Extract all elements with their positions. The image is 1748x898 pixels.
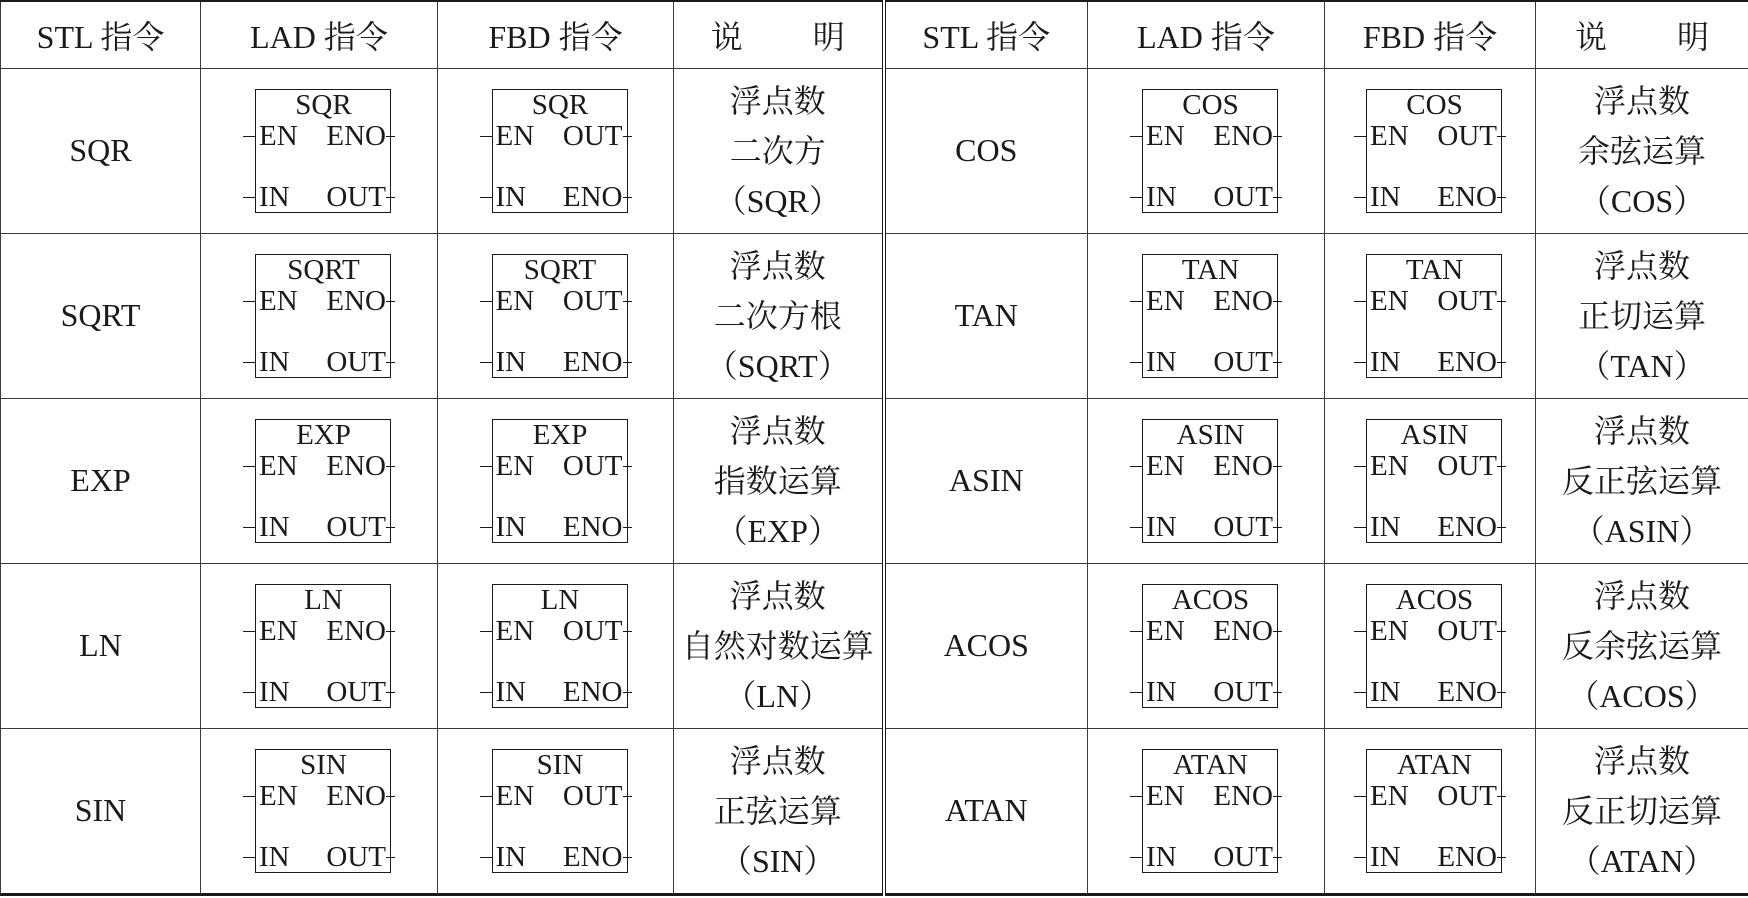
pin-line: [1273, 796, 1282, 797]
fbd-function-block: [1354, 419, 1506, 543]
pin-line: [243, 857, 255, 858]
pin-line: [386, 466, 395, 467]
pin-line: [623, 631, 632, 632]
block-name: SQRT: [287, 253, 360, 286]
block-name: ATAN: [1396, 748, 1472, 781]
description-line: 浮点数: [1593, 247, 1690, 284]
description-cell: [1536, 563, 1748, 728]
pin-line: [1130, 362, 1142, 363]
fbd-function-block: [1354, 254, 1506, 378]
pin-line: [480, 362, 492, 363]
description-line: 正切运算: [1577, 297, 1706, 334]
lad-function-block: [243, 749, 395, 873]
lad-function-block: [243, 584, 395, 708]
pin-in-label: IN: [495, 180, 527, 213]
header-lad-left: LAD 指令: [201, 1, 438, 69]
pin-in-label: IN: [259, 840, 290, 873]
pin-line: [1354, 362, 1366, 363]
pin-en-label: EN: [259, 284, 298, 317]
block-name: ASIN: [1400, 418, 1469, 451]
block-name: ACOS: [1395, 583, 1474, 616]
pin-line: [1130, 631, 1142, 632]
pin-line: [1130, 692, 1142, 693]
pin-line: [243, 301, 255, 302]
pin-line: [480, 796, 492, 797]
pin-out-label: OUT: [1213, 180, 1273, 213]
pin-line: [623, 527, 632, 528]
stl-instruction-cell: SIN: [1, 728, 201, 894]
pin-eno-label: ENO: [326, 614, 386, 647]
stl-instruction-cell: SQRT: [1, 233, 201, 398]
fbd-function-block: [480, 419, 632, 543]
pin-line: [1497, 197, 1506, 198]
block-name: COS: [1182, 88, 1239, 121]
description-cell: [674, 563, 884, 728]
pin-eno-label: ENO: [326, 119, 386, 152]
pin-out-label: OUT: [1437, 284, 1497, 317]
description-line: 二次方根: [713, 297, 842, 334]
description-line: 反正切运算: [1561, 792, 1722, 829]
block-name: ACOS: [1171, 583, 1250, 616]
pin-out-label: OUT: [1437, 449, 1497, 482]
pin-in-label: IN: [1370, 840, 1401, 873]
instruction-rows: [1, 69, 1748, 895]
description-line: 浮点数: [1593, 412, 1690, 449]
pin-en-label: EN: [1370, 614, 1409, 647]
pin-line: [243, 197, 255, 198]
pin-line: [1130, 197, 1142, 198]
pin-line: [1130, 796, 1142, 797]
pin-in-label: IN: [1370, 180, 1401, 213]
pin-eno-label: ENO: [562, 840, 623, 873]
pin-line: [623, 466, 632, 467]
pin-eno-label: ENO: [562, 510, 623, 543]
block-name: SIN: [536, 748, 584, 781]
pin-eno-label: ENO: [562, 675, 623, 708]
pin-line: [1354, 136, 1366, 137]
description-line: （EXP）: [715, 512, 840, 549]
pin-line: [243, 362, 255, 363]
pin-eno-label: ENO: [326, 284, 386, 317]
pin-line: [1354, 692, 1366, 693]
description-line: 反正弦运算: [1561, 462, 1722, 499]
pin-eno-label: ENO: [1437, 180, 1497, 213]
header-fbd-right: FBD 指令: [1325, 1, 1536, 69]
pin-eno-label: ENO: [1213, 614, 1273, 647]
pin-in-label: IN: [1146, 180, 1177, 213]
pin-line: [1497, 136, 1506, 137]
pin-eno-label: ENO: [1437, 840, 1497, 873]
pin-line: [243, 136, 255, 137]
pin-line: [1273, 197, 1282, 198]
pin-en-label: EN: [1146, 614, 1185, 647]
stl-instruction-cell: SQR: [1, 69, 201, 234]
pin-line: [1354, 796, 1366, 797]
pin-in-label: IN: [259, 180, 290, 213]
lad-instruction-cell: [1088, 398, 1325, 563]
description-line: （ATAN）: [1568, 842, 1716, 879]
lad-instruction-cell: [201, 398, 438, 563]
pin-line: [1497, 301, 1506, 302]
pin-line: [1273, 362, 1282, 363]
description-cell: [1536, 233, 1748, 398]
pin-en-label: EN: [495, 119, 535, 152]
lad-function-block: [1130, 749, 1282, 873]
lad-function-block: [1130, 89, 1282, 213]
pin-line: [1497, 631, 1506, 632]
description-cell: [674, 69, 884, 234]
pin-en-label: EN: [259, 449, 298, 482]
fbd-function-block: [480, 89, 632, 213]
pin-in-label: IN: [1146, 840, 1177, 873]
pin-line: [1273, 692, 1282, 693]
pin-in-label: IN: [1146, 675, 1177, 708]
instruction-row: [1, 563, 1748, 728]
block-name: SIN: [300, 748, 347, 781]
pin-line: [386, 857, 395, 858]
pin-en-label: EN: [1146, 779, 1185, 812]
pin-line: [480, 136, 492, 137]
pin-line: [480, 631, 492, 632]
pin-out-label: OUT: [1213, 675, 1273, 708]
pin-line: [623, 796, 632, 797]
description-line: （LN）: [724, 677, 832, 714]
lad-instruction-cell: [1088, 728, 1325, 894]
pin-out-label: OUT: [562, 614, 623, 647]
lad-instruction-cell: [201, 563, 438, 728]
description-line: （ACOS）: [1567, 677, 1717, 714]
block-name: SQR: [295, 88, 352, 121]
description-cell: [1536, 69, 1748, 234]
pin-in-label: IN: [1370, 345, 1401, 378]
pin-line: [480, 527, 492, 528]
pin-line: [386, 362, 395, 363]
pin-in-label: IN: [259, 510, 290, 543]
pin-eno-label: ENO: [1437, 345, 1497, 378]
stl-instruction-cell: ASIN: [884, 398, 1088, 563]
description-line: （ASIN）: [1572, 512, 1712, 549]
pin-line: [386, 796, 395, 797]
pin-en-label: EN: [259, 119, 298, 152]
pin-en-label: EN: [259, 614, 298, 647]
pin-eno-label: ENO: [1213, 449, 1273, 482]
pin-in-label: IN: [259, 345, 290, 378]
instruction-row: [1, 69, 1748, 234]
header-desc-left: [674, 1, 884, 69]
pin-line: [623, 136, 632, 137]
fbd-instruction-cell: [1325, 728, 1536, 894]
block-name: ATAN: [1172, 748, 1248, 781]
fbd-instruction-cell: [1325, 233, 1536, 398]
fbd-function-block: [1354, 749, 1506, 873]
header-lad-right: LAD 指令: [1088, 1, 1325, 69]
pin-line: [1354, 466, 1366, 467]
pin-line: [243, 466, 255, 467]
pin-en-label: EN: [495, 449, 535, 482]
pin-in-label: IN: [495, 510, 527, 543]
pin-line: [1273, 301, 1282, 302]
pin-line: [1130, 527, 1142, 528]
description-line: 浮点数: [729, 412, 826, 449]
description-line: （SQRT）: [705, 347, 850, 384]
description-line: 自然对数运算: [681, 627, 874, 664]
description-line: 浮点数: [729, 577, 826, 614]
lad-instruction-cell: [1088, 233, 1325, 398]
description-line: 指数运算: [713, 462, 842, 499]
description-line: 余弦运算: [1577, 132, 1706, 169]
description-line: 正弦运算: [713, 792, 842, 829]
pin-in-label: IN: [1146, 345, 1177, 378]
pin-line: [1130, 301, 1142, 302]
pin-eno-label: ENO: [562, 345, 623, 378]
header-desc-char-1: 说: [710, 19, 743, 55]
pin-line: [243, 631, 255, 632]
pin-line: [1497, 796, 1506, 797]
pin-out-label: OUT: [1213, 345, 1273, 378]
pin-eno-label: ENO: [562, 180, 623, 213]
pin-out-label: OUT: [326, 180, 386, 213]
description-line: 二次方: [729, 132, 826, 169]
pin-line: [1497, 362, 1506, 363]
pin-line: [1354, 631, 1366, 632]
fbd-instruction-cell: [438, 563, 674, 728]
fbd-instruction-cell: [438, 233, 674, 398]
pin-in-label: IN: [495, 675, 527, 708]
pin-line: [1497, 527, 1506, 528]
block-name: EXP: [296, 418, 351, 451]
pin-in-label: IN: [495, 345, 527, 378]
pin-en-label: EN: [1370, 119, 1409, 152]
pin-en-label: EN: [1370, 284, 1409, 317]
pin-in-label: IN: [1370, 510, 1401, 543]
lad-instruction-cell: [1088, 69, 1325, 234]
lad-function-block: [243, 89, 395, 213]
description-line: 反余弦运算: [1561, 627, 1722, 664]
description-line: （SQR）: [714, 182, 841, 219]
instruction-row: [1, 398, 1748, 563]
pin-line: [480, 466, 492, 467]
pin-line: [1354, 857, 1366, 858]
block-name: TAN: [1405, 253, 1464, 286]
lad-instruction-cell: [201, 69, 438, 234]
pin-eno-label: ENO: [1213, 119, 1273, 152]
fbd-function-block: [480, 749, 632, 873]
block-name: COS: [1406, 88, 1463, 121]
header-stl-right: STL 指令: [884, 1, 1088, 69]
pin-in-label: IN: [1146, 510, 1177, 543]
pin-line: [386, 692, 395, 693]
pin-line: [1354, 301, 1366, 302]
pin-line: [1273, 136, 1282, 137]
pin-line: [623, 362, 632, 363]
pin-en-label: EN: [259, 779, 298, 812]
pin-line: [1130, 857, 1142, 858]
lad-instruction-cell: [201, 728, 438, 894]
description-line: （COS）: [1578, 182, 1706, 219]
pin-line: [1130, 466, 1142, 467]
description-line: 浮点数: [1593, 577, 1690, 614]
pin-en-label: EN: [495, 284, 535, 317]
pin-out-label: OUT: [326, 510, 386, 543]
stl-instruction-cell: ATAN: [884, 728, 1088, 894]
pin-line: [480, 857, 492, 858]
fbd-function-block: [1354, 584, 1506, 708]
pin-en-label: EN: [495, 779, 535, 812]
description-cell: [1536, 728, 1748, 894]
pin-line: [1497, 692, 1506, 693]
description-line: （TAN）: [1578, 347, 1706, 384]
pin-out-label: OUT: [326, 840, 386, 873]
fbd-instruction-cell: [1325, 398, 1536, 563]
description-line: （SIN）: [719, 842, 836, 879]
description-cell: [674, 233, 884, 398]
fbd-function-block: [1354, 89, 1506, 213]
pin-in-label: IN: [259, 675, 290, 708]
pin-out-label: OUT: [562, 284, 623, 317]
pin-line: [1273, 527, 1282, 528]
header-stl-left: STL 指令: [1, 1, 201, 69]
pin-line: [386, 136, 395, 137]
block-name: EXP: [532, 418, 588, 451]
pin-line: [1354, 197, 1366, 198]
pin-out-label: OUT: [326, 675, 386, 708]
stl-instruction-cell: ACOS: [884, 563, 1088, 728]
header-desc-char-2: 明: [1677, 19, 1710, 55]
pin-line: [243, 796, 255, 797]
block-name: ASIN: [1176, 418, 1245, 451]
stl-instruction-cell: EXP: [1, 398, 201, 563]
pin-out-label: OUT: [1437, 614, 1497, 647]
pin-en-label: EN: [1146, 284, 1185, 317]
pin-out-label: OUT: [326, 345, 386, 378]
header-desc-char-2: 明: [812, 19, 845, 55]
pin-in-label: IN: [495, 840, 527, 873]
lad-instruction-cell: [201, 233, 438, 398]
pin-out-label: OUT: [562, 449, 623, 482]
pin-line: [480, 197, 492, 198]
lad-function-block: [1130, 254, 1282, 378]
pin-in-label: IN: [1370, 675, 1401, 708]
pin-out-label: OUT: [1213, 840, 1273, 873]
fbd-instruction-cell: [1325, 563, 1536, 728]
pin-out-label: OUT: [1437, 119, 1497, 152]
header-desc-char-1: 说: [1574, 19, 1607, 55]
fbd-function-block: [480, 254, 632, 378]
instruction-row: [1, 728, 1748, 894]
description-cell: [1536, 398, 1748, 563]
pin-line: [386, 631, 395, 632]
pin-eno-label: ENO: [1213, 779, 1273, 812]
pin-line: [1497, 466, 1506, 467]
pin-line: [386, 301, 395, 302]
pin-line: [1497, 857, 1506, 858]
block-name: LN: [304, 583, 343, 616]
pin-eno-label: ENO: [1437, 510, 1497, 543]
pin-line: [243, 692, 255, 693]
lad-function-block: [1130, 419, 1282, 543]
pin-line: [1354, 527, 1366, 528]
pin-en-label: EN: [1370, 449, 1409, 482]
instruction-row: [1, 233, 1748, 398]
pin-en-label: EN: [495, 614, 535, 647]
pin-en-label: EN: [1370, 779, 1409, 812]
pin-line: [480, 692, 492, 693]
pin-line: [1273, 631, 1282, 632]
pin-out-label: OUT: [1213, 510, 1273, 543]
pin-eno-label: ENO: [326, 779, 386, 812]
lad-instruction-cell: [1088, 563, 1325, 728]
pin-line: [623, 301, 632, 302]
fbd-instruction-cell: [438, 69, 674, 234]
description-cell: [674, 398, 884, 563]
pin-line: [1273, 857, 1282, 858]
description-line: 浮点数: [1593, 742, 1690, 779]
pin-line: [386, 197, 395, 198]
pin-line: [386, 527, 395, 528]
stl-instruction-cell: COS: [884, 69, 1088, 234]
pin-eno-label: ENO: [1213, 284, 1273, 317]
block-name: LN: [540, 583, 580, 616]
lad-function-block: [243, 419, 395, 543]
pin-en-label: EN: [1146, 449, 1185, 482]
pin-line: [1273, 466, 1282, 467]
block-name: SQR: [531, 88, 589, 121]
pin-eno-label: ENO: [326, 449, 386, 482]
pin-line: [623, 857, 632, 858]
fbd-instruction-cell: [438, 728, 674, 894]
pin-line: [623, 692, 632, 693]
description-line: 浮点数: [729, 247, 826, 284]
fbd-instruction-cell: [438, 398, 674, 563]
header-row: [1, 1, 1748, 69]
pin-en-label: EN: [1146, 119, 1185, 152]
pin-eno-label: ENO: [1437, 675, 1497, 708]
lad-function-block: [1130, 584, 1282, 708]
description-line: 浮点数: [729, 82, 826, 119]
pin-out-label: OUT: [562, 119, 623, 152]
block-name: TAN: [1181, 253, 1240, 286]
pin-line: [1130, 136, 1142, 137]
pin-line: [480, 301, 492, 302]
description-cell: [674, 728, 884, 894]
header-fbd-left: FBD 指令: [438, 1, 674, 69]
description-line: 浮点数: [1593, 82, 1690, 119]
pin-line: [623, 197, 632, 198]
lad-function-block: [243, 254, 395, 378]
description-line: 浮点数: [729, 742, 826, 779]
pin-out-label: OUT: [1437, 779, 1497, 812]
pin-out-label: OUT: [562, 779, 623, 812]
stl-instruction-cell: LN: [1, 563, 201, 728]
fbd-function-block: [480, 584, 632, 708]
fbd-instruction-cell: [1325, 69, 1536, 234]
stl-instruction-cell: TAN: [884, 233, 1088, 398]
pin-line: [243, 527, 255, 528]
header-desc-right: [1536, 1, 1748, 69]
block-name: SQRT: [523, 253, 597, 286]
